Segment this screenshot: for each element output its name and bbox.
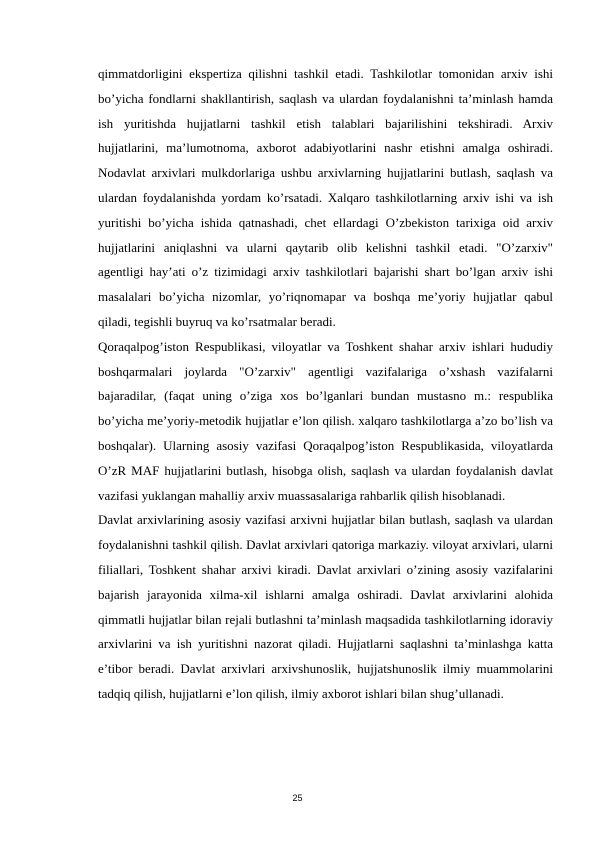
page-number: 25 — [292, 793, 303, 803]
paragraph-hududiy-boshqarmalar: Qoraqalpog’iston Respublikasi, viloyatlar va Toshkent shahar arxiv ishlari hududiy boshqarmalari joylarda "O’zarxiv" agentligi vazifalariga o’xshash vazifalarni bajaradilar, (faqat uning o’ziga xos bo’lganlari bundan mustasno m.: respublika bo’yicha me’yoriy-metodik hujjatlar e’lon qilish. xalqaro tashkilotlarga a’zo bo’lish va boshqalar). Ularning asosiy vazifasi Qoraqalpog’iston Respublikasida, viloyatlarda O’zR MAF hujjatlarini butlash, hisobga olish, saqlash va ulardan foydalanish davlat vazifasi yuklangan mahalliy arxiv muassasalariga rahbarlik qilish hisoblanadi. — [98, 338, 553, 503]
paragraph-arxiv-tashkilotlari: qimmatdorligini ekspertiza qilishni tashkil etadi. Tashkilotlar tomonidan arxiv ishi bo’yicha fondlarni shakllantirish, saqlash va ulardan foydalanishni ta’minlash hamda ish yuritishda hujjatlarni tashkil etish talablari bajarilishini tekshiradi. Arxiv hujjatlarini, ma’lumotnoma, axborot adabiyotlarini nashr etishni amalga oshiradi. Nodavlat arxivlari mulkdorlariga ushbu arxivlarning hujjatlarini butlash, saqlash va ulardan foydalanishda yordam ko’rsatadi. Xalqaro tashkilotlarning arxiv ishi va ish yuritishi bo’yicha ishida qatnashadi, chet ellardagi O’zbekiston tarixiga oid arxiv hujjatlarini aniqlashni va ularni qaytarib olib kelishni tashkil etadi. "O’zarxiv" agentligi hay’ati o’z tizimidagi arxiv tashkilotlari bajarishi shart bo’lgan arxiv ishi masalalari bo’yicha nizomlar, yo’riqnomapar va boshqa me’yoriy hujjatlar qabul qiladi, tegishli buyruq va ko’rsatmalar beradi. — [98, 66, 553, 329]
body-text — [98, 62, 553, 707]
paragraph-davlat-arxivlari: Davlat arxivlarining asosiy vazifasi arxivni hujjatlar bilan butlash, saqlash va ulardan foydalanishni tashkil qilish. Davlat arxivlari qatoriga markaziy. viloyat arxivlari, ularni filiallari, Toshkent shahar arxivi kiradi. Davlat arxivlari o’zining asosiy vazifalarini bajarish jarayonida xilma-xil ishlarni amalga oshiradi. Davlat arxivlarini alohida qimmatli hujjatlar bilan rejali butlashni ta’minlash maqsadida tashkilotlarning idoraviy arxivlarini va ish yuritishni nazorat qiladi. Hujjatlarni saqlashni ta’minlashga katta e’tibor beradi. Davlat arxivlari arxivshunoslik, hujjatshunoslik ilmiy muammolarini tadqiq qilish, hujjatlarni e’lon qilish, ilmiy axborot ishlari bilan shug’ullanadi. — [98, 512, 553, 701]
